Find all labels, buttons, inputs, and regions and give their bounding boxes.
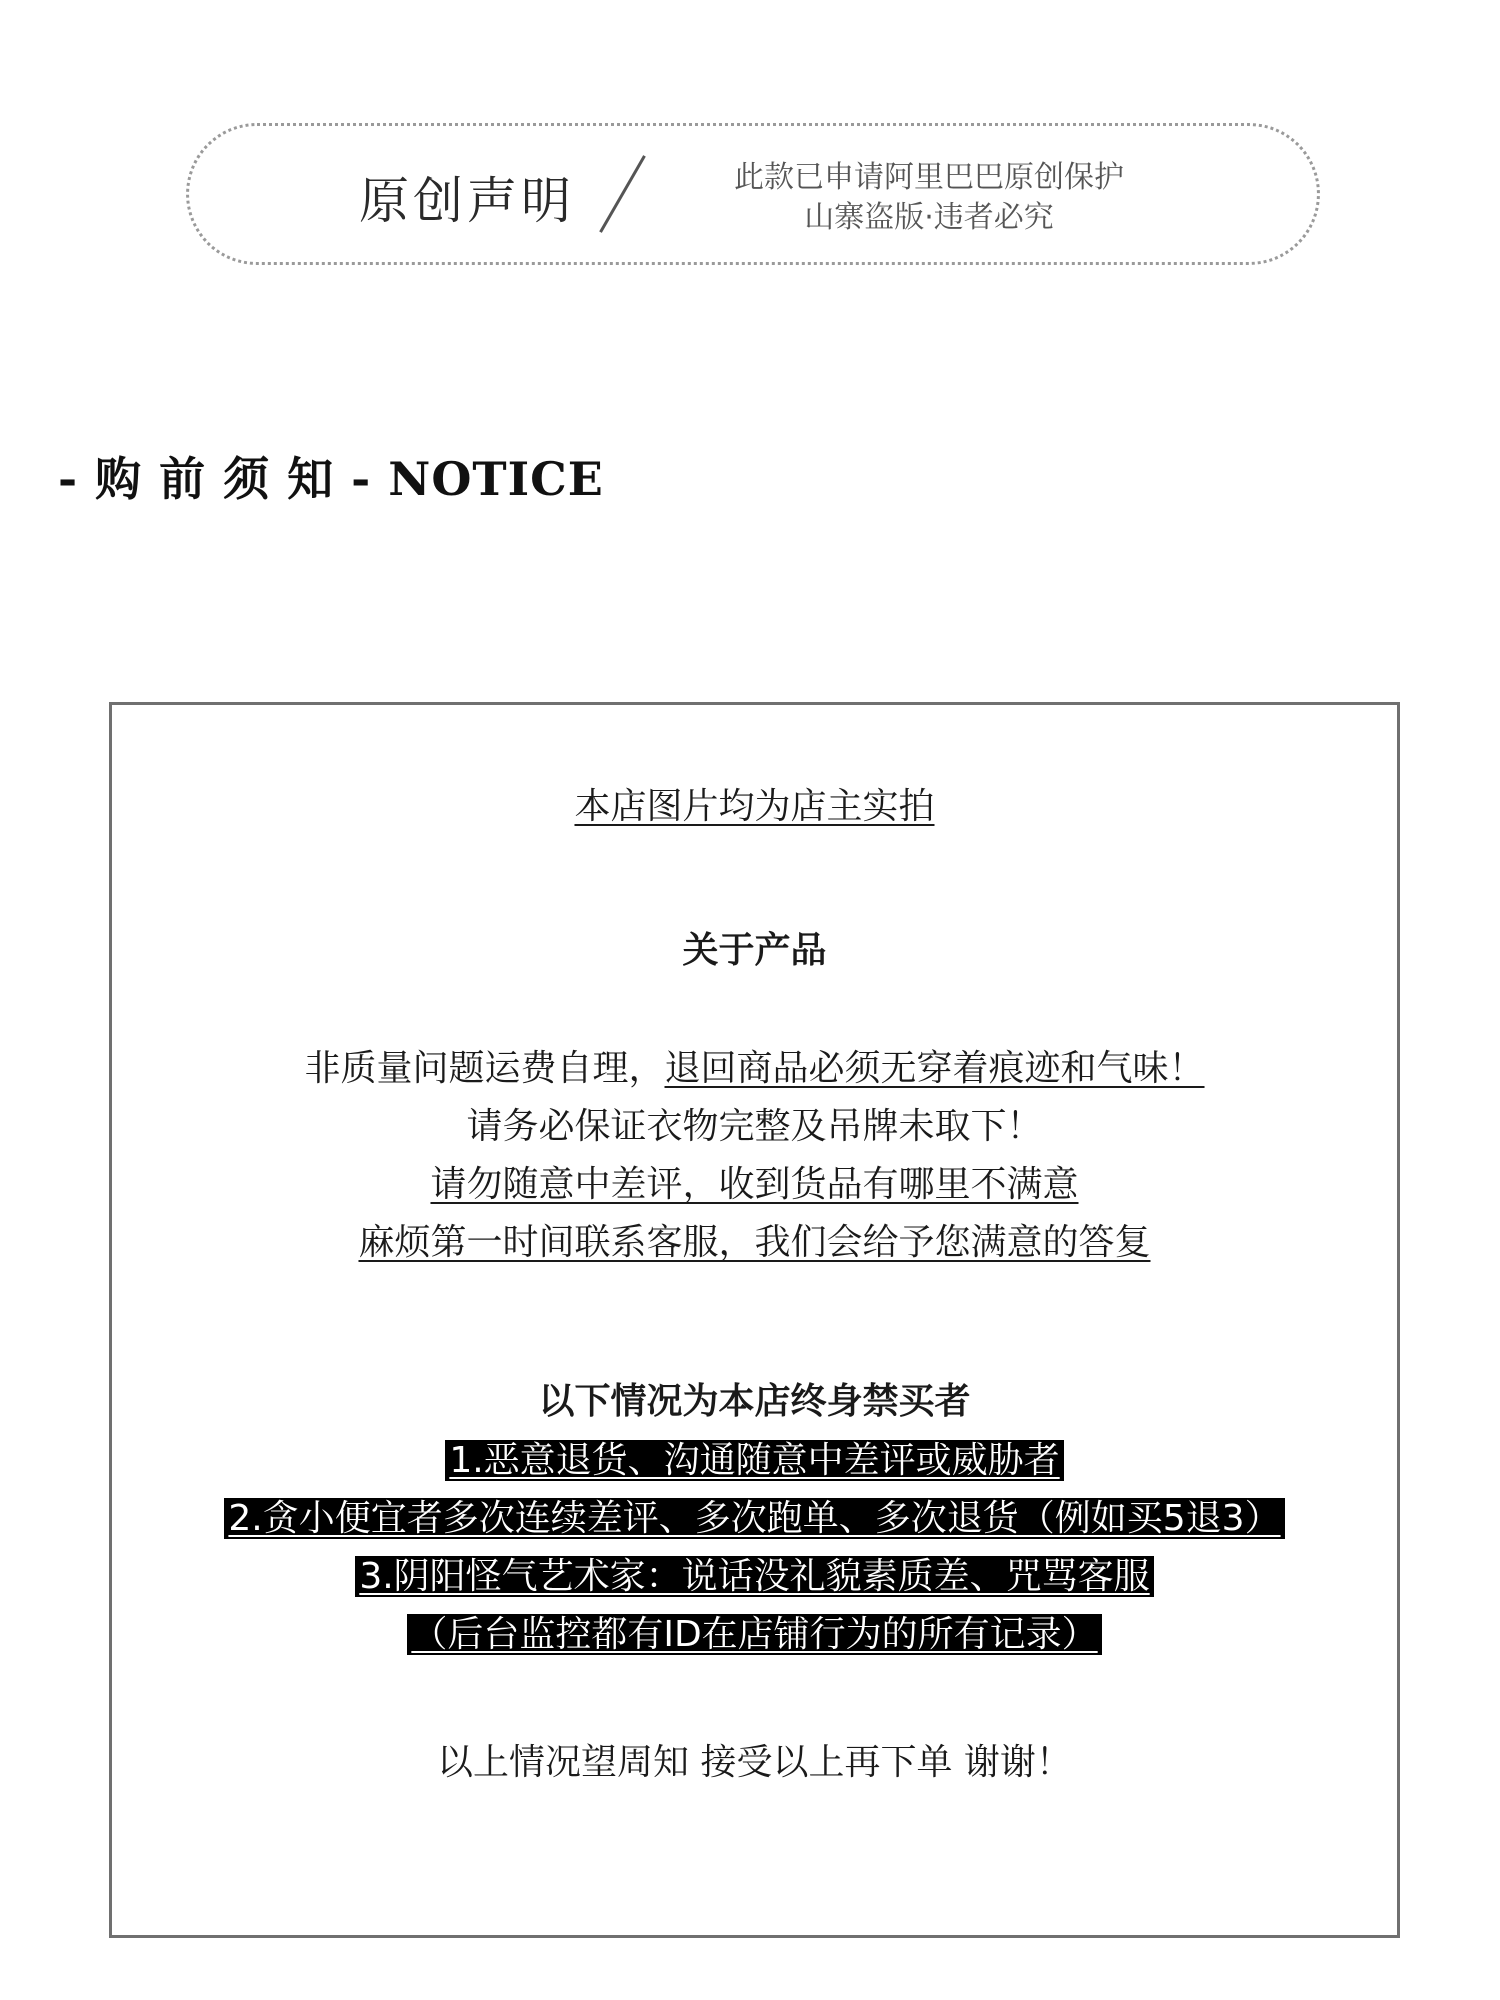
banner-statement [709,158,1149,238]
notice-box [109,702,1400,1938]
slash-divider [599,155,646,233]
product-line-1 [112,1045,1397,1093]
ban-item-1: 1.恶意退货、沟通随意中差评或威胁者 [112,1437,1397,1485]
product-line-3: 请勿随意中差评，收到货品有哪里不满意 [430,1164,1079,1205]
banner-line-1: 此款已申请阿里巴巴原创保护 [734,160,1124,195]
photo-note: 本店图片均为店主实拍 [574,786,935,827]
return-condition-note: 退回商品必须无穿着痕迹和气味！ [664,1048,1205,1089]
notice-heading: - 购 前 须 知 - NOTICE [58,452,604,506]
ban-item-4: （后台监控都有ID在店铺行为的所有记录） [112,1611,1397,1659]
banner-line-2: 山寨盗版·违者必究 [804,200,1054,235]
ban-item-3: 3.阴阳怪气艺术家：说话没礼貌素质差、咒骂客服 [112,1553,1397,1601]
copyright-banner [186,123,1320,265]
closing-note: 以上情况望周知 接受以上再下单 谢谢！ [437,1742,1072,1783]
ban-item-2: 2.贪小便宜者多次连续差评、多次跑单、多次退货（例如买5退3） [112,1495,1397,1543]
shipping-note: 非质量问题运费自理， [304,1048,665,1089]
ban-section-title: 以下情况为本店终身禁买者 [538,1381,971,1422]
product-line-4: 麻烦第一时间联系客服，我们会给予您满意的答复 [358,1222,1151,1263]
product-section-title: 关于产品 [682,930,827,971]
product-line-2: 请务必保证衣物完整及吊牌未取下！ [466,1106,1043,1147]
banner-title: 原创声明 [359,172,575,230]
